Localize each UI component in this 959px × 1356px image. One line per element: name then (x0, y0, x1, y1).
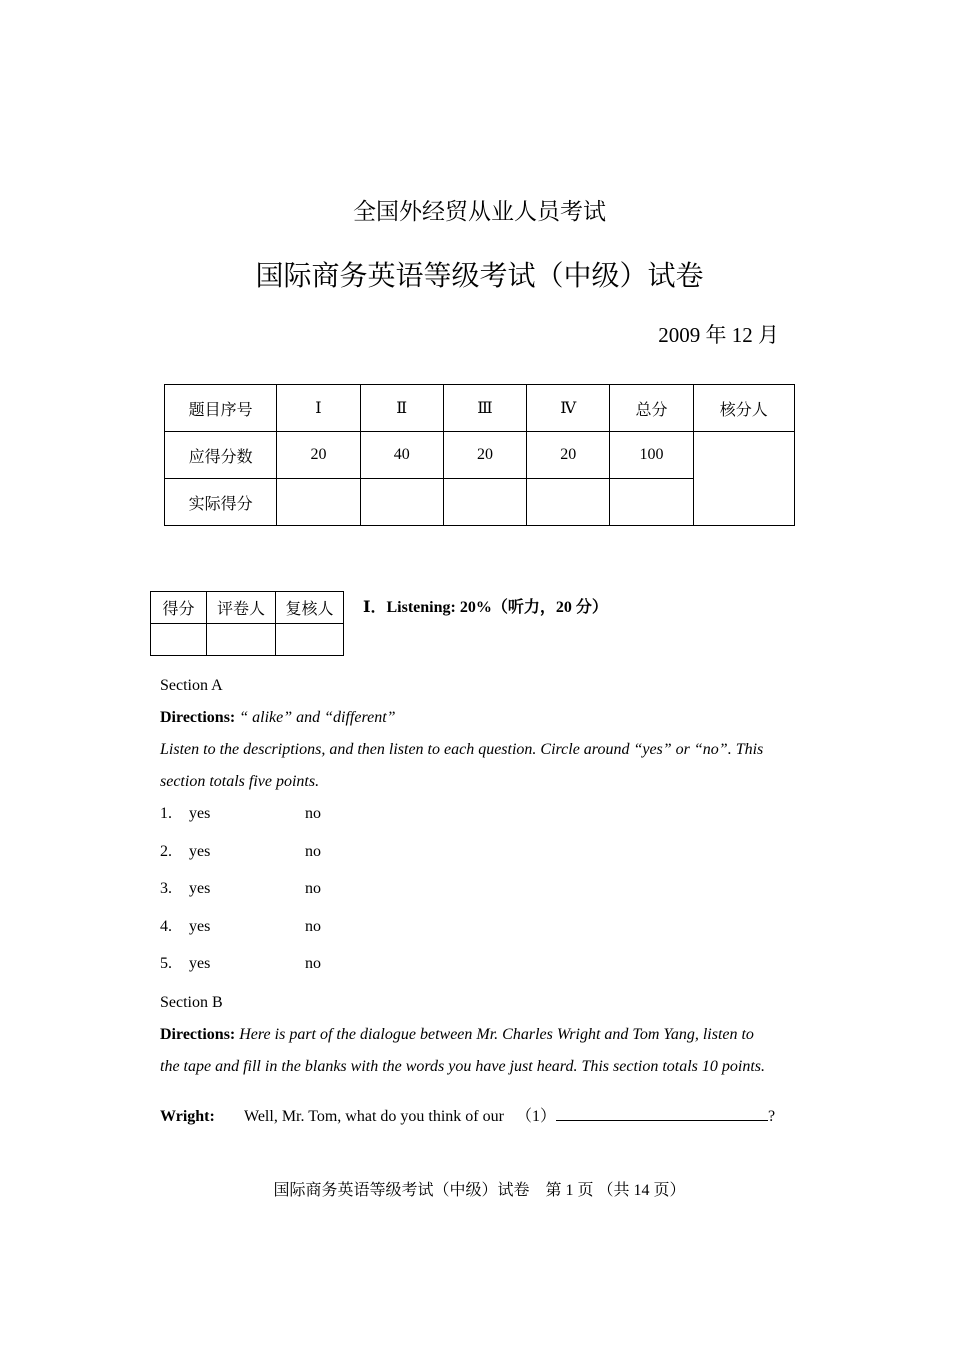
directions-text: Here is part of the dialogue between Mr. Charles Wright and Tom Yang, listen to (239, 1026, 754, 1043)
score-table-row-question-numbers (165, 385, 795, 432)
cell-max-part-1: 20 (277, 432, 360, 479)
exam-date: 2009 年 12 月 (658, 323, 779, 347)
cell-reviewer-label: 复核人 (276, 592, 344, 624)
cell-part-3: Ⅲ (443, 385, 526, 432)
cell-checker-label: 核分人 (693, 385, 794, 432)
answer-blank-1[interactable] (556, 1104, 768, 1121)
dialogue-line (160, 1103, 775, 1126)
cell-max-part-4: 20 (527, 432, 610, 479)
list-item (160, 880, 321, 898)
cell-score-entry[interactable] (151, 624, 207, 656)
cell-checker-signature[interactable] (693, 432, 794, 526)
section-b-title: Section B (160, 994, 223, 1011)
section-b-directions-2: the tape and fill in the blanks with the words you have just heard. This section totals 10 points. (160, 1058, 766, 1075)
yes-option[interactable]: yes (189, 805, 211, 822)
blank-label: （1） (515, 1108, 556, 1125)
section-1-heading: Ⅰ．Listening: 20%（听力，20 分） (363, 599, 608, 616)
utterance-text: Well, Mr. Tom, what do you think of our (244, 1108, 504, 1125)
cell-reviewer-entry[interactable] (276, 624, 344, 656)
cell-actual-part-3[interactable] (443, 479, 526, 526)
cell-grader-label: 评卷人 (207, 592, 276, 624)
cell-part-2: Ⅱ (360, 385, 443, 432)
cell-actual-part-1[interactable] (277, 479, 360, 526)
item-number: 1. (160, 805, 172, 822)
no-option[interactable]: no (305, 880, 321, 897)
list-item (160, 918, 321, 936)
no-option[interactable]: no (305, 843, 321, 860)
cell-actual-part-4[interactable] (527, 479, 610, 526)
directions-label: Directions: (160, 709, 236, 726)
list-item (160, 843, 321, 861)
cell-actual-total[interactable] (610, 479, 693, 526)
item-number: 3. (160, 880, 172, 897)
cell-max-points-label: 应得分数 (165, 432, 277, 479)
exam-title: 国际商务英语等级考试（中级）试卷 (255, 259, 704, 292)
no-option[interactable]: no (305, 805, 321, 822)
no-option[interactable]: no (305, 955, 321, 972)
item-number: 2. (160, 843, 172, 860)
list-item (160, 805, 321, 823)
section-a-instructions-1: Listen to the descriptions, and then listen to each question. Circle around “yes” or “no”. This (160, 741, 764, 758)
cell-max-total: 100 (610, 432, 693, 479)
yes-option[interactable]: yes (189, 880, 211, 897)
speaker-label: Wright: (160, 1108, 215, 1125)
section-b-directions-1 (160, 1026, 754, 1044)
list-item (160, 955, 321, 973)
yes-option[interactable]: yes (189, 843, 211, 860)
score-table-row-max-points (165, 432, 795, 479)
cell-total-label: 总分 (610, 385, 693, 432)
section-a-instructions-2: section totals five points. (160, 773, 320, 790)
cell-question-number-label: 题目序号 (165, 385, 277, 432)
item-number: 5. (160, 955, 172, 972)
no-option[interactable]: no (305, 918, 321, 935)
cell-part-4: Ⅳ (527, 385, 610, 432)
end-mark: ? (767, 1108, 776, 1125)
directions-topic: “ alike” and “different” (239, 709, 396, 726)
grader-table (150, 591, 344, 656)
exam-organization: 全国外经贸从业人员考试 (353, 199, 606, 225)
directions-label: Directions: (160, 1026, 236, 1043)
score-table (164, 384, 795, 526)
cell-max-part-3: 20 (443, 432, 526, 479)
cell-actual-part-2[interactable] (360, 479, 443, 526)
item-number: 4. (160, 918, 172, 935)
cell-max-part-2: 40 (360, 432, 443, 479)
cell-grader-entry[interactable] (207, 624, 276, 656)
page-footer: 国际商务英语等级考试（中级）试卷 第 1 页 （共 14 页） (273, 1182, 686, 1199)
yes-option[interactable]: yes (189, 955, 211, 972)
cell-actual-points-label: 实际得分 (165, 479, 277, 526)
section-a-title: Section A (160, 677, 223, 694)
section-a-directions (160, 709, 396, 727)
yes-option[interactable]: yes (189, 918, 211, 935)
cell-part-1: Ⅰ (277, 385, 360, 432)
cell-score-label: 得分 (151, 592, 207, 624)
